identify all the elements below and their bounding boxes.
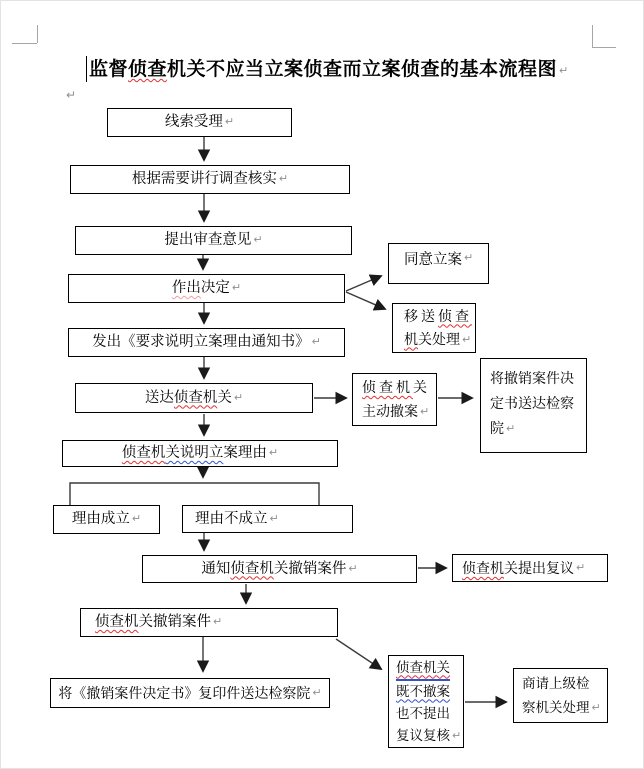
node-label-line xyxy=(404,328,471,352)
node-label: 根据需要讲行调查核实 xyxy=(131,171,277,188)
node-review-opinion[interactable] xyxy=(75,226,352,255)
node-reconsideration[interactable] xyxy=(452,554,608,582)
pilcrow-mark: ↵ xyxy=(464,252,474,264)
arrow-decision-to-transfer xyxy=(346,292,385,309)
pilcrow-mark: ↵ xyxy=(253,234,263,247)
node-label: 理由不成立 xyxy=(195,510,268,527)
node-deliver-to-organ[interactable] xyxy=(75,383,313,413)
node-label: 关提出复议 xyxy=(504,559,574,576)
node-reason-valid[interactable] xyxy=(53,505,160,534)
node-send-withdraw-decision[interactable] xyxy=(480,358,587,453)
node-label-line xyxy=(404,305,472,328)
node-explain-filing-reason[interactable] xyxy=(62,440,338,467)
title-segment: 监督 xyxy=(89,59,129,80)
node-label-spellcheck: 侦查 xyxy=(438,307,472,324)
pilcrow-mark: ↵ xyxy=(576,561,586,574)
node-label-line-grammarcheck: 既不撤案 xyxy=(396,683,450,699)
node-label-line: 定书送达检察 xyxy=(490,395,574,411)
node-label-grammarcheck: 关说明立 xyxy=(165,445,224,462)
node-label: 提出审查意见 xyxy=(164,232,252,249)
node-label: 关撤销案件 xyxy=(138,614,211,631)
pilcrow-mark: ↵ xyxy=(131,513,142,526)
node-notify-withdraw[interactable] xyxy=(142,555,417,583)
node-agree-filing[interactable] xyxy=(388,243,489,284)
node-clue-acceptance[interactable] xyxy=(107,108,292,137)
node-label: 院 xyxy=(490,420,504,436)
node-label-spellcheck: 侦查机 xyxy=(230,560,274,577)
pilcrow-mark: ↵ xyxy=(420,406,430,418)
node-label: 案理由 xyxy=(223,445,267,462)
pilcrow-mark: ↵ xyxy=(269,512,279,525)
pilcrow-mark: ↵ xyxy=(268,447,279,460)
pilcrow-mark: ↵ xyxy=(213,616,223,629)
node-label-line xyxy=(362,399,429,424)
node-label-spellcheck: 作出 xyxy=(171,280,201,297)
node-label: 决定 xyxy=(200,280,230,297)
branch-connector xyxy=(70,483,319,505)
pilcrow-mark: ↵ xyxy=(233,391,244,404)
node-self-withdraw[interactable] xyxy=(352,373,437,426)
pilcrow-mark: ↵ xyxy=(559,65,569,77)
node-label-spellcheck: 侦查机 xyxy=(121,445,166,462)
node-no-withdraw-no-appeal[interactable] xyxy=(388,655,464,748)
node-label-line xyxy=(490,416,515,442)
node-label-spellcheck: 侦查机 xyxy=(95,614,139,631)
node-label: 复议复核 xyxy=(396,727,450,743)
node-label: 理由成立 xyxy=(71,511,130,528)
node-consult-superior[interactable] xyxy=(513,668,608,723)
node-make-decision[interactable] xyxy=(68,274,345,303)
node-label: 送达 xyxy=(144,389,174,406)
node-investigation-verify[interactable] xyxy=(70,165,350,194)
pilcrow-mark: ↵ xyxy=(591,701,601,714)
node-label: 关 xyxy=(413,379,430,395)
node-label-line: 也不提出 xyxy=(396,705,450,721)
node-transfer-handling[interactable] xyxy=(392,303,476,353)
pilcrow-mark: ↵ xyxy=(506,423,516,435)
pilcrow-mark: ↵ xyxy=(311,336,321,349)
pilcrow-mark: ↵ xyxy=(66,88,77,102)
pilcrow-mark: ↵ xyxy=(462,333,472,346)
node-label: 关 xyxy=(217,389,232,406)
pilcrow-mark: ↵ xyxy=(224,116,235,129)
node-send-copy[interactable] xyxy=(50,678,330,708)
node-label: 通知 xyxy=(201,560,231,577)
node-label: 察机关处理 xyxy=(522,699,590,715)
node-label-spellcheck: 侦查机 xyxy=(462,559,504,576)
node-label-spellcheck: 侦查机 xyxy=(173,389,218,406)
node-label-spellcheck: 机 xyxy=(404,330,418,347)
node-label-line: 将撤销案件决 xyxy=(490,370,574,386)
pilcrow-mark: ↵ xyxy=(231,282,242,295)
node-label: 线索受理 xyxy=(164,114,223,131)
node-label-line xyxy=(396,725,461,747)
node-label: 关撤销案件 xyxy=(273,560,347,577)
pilcrow-mark: ↵ xyxy=(452,729,462,742)
pilcrow-mark: ↵ xyxy=(348,562,358,575)
node-label-line xyxy=(522,696,601,720)
node-label: 发出《要求说明立案理由通知书》 xyxy=(92,334,310,351)
node-reason-invalid[interactable] xyxy=(182,505,353,533)
node-label-spellcheck: 侦查机 xyxy=(362,379,413,395)
node-label: 关处理 xyxy=(418,330,460,347)
title-segment-spellcheck: 侦查 xyxy=(128,59,168,80)
pilcrow-mark: ↵ xyxy=(278,173,289,186)
title-segment: 机关不应当立案侦查而立案侦查的基本流程图 xyxy=(167,59,558,80)
node-label: 主动撤案 xyxy=(362,403,418,419)
node-label-line: 商请上级检 xyxy=(522,675,590,691)
node-label-line-spellcheck: 侦查机关 xyxy=(396,657,450,681)
node-label: 同意立案 xyxy=(404,252,462,268)
arrow-decision-to-agree xyxy=(346,276,381,291)
pilcrow-mark: ↵ xyxy=(312,686,322,699)
node-label-line xyxy=(362,375,430,399)
node-withdraw-case[interactable] xyxy=(80,608,338,637)
arrow-withdraw-to-noaction xyxy=(336,639,381,669)
node-label: 移送 xyxy=(404,307,438,324)
node-label: 将《撤销案件决定书》复印件送达检察院 xyxy=(58,684,311,701)
node-issue-notice[interactable] xyxy=(68,328,345,357)
